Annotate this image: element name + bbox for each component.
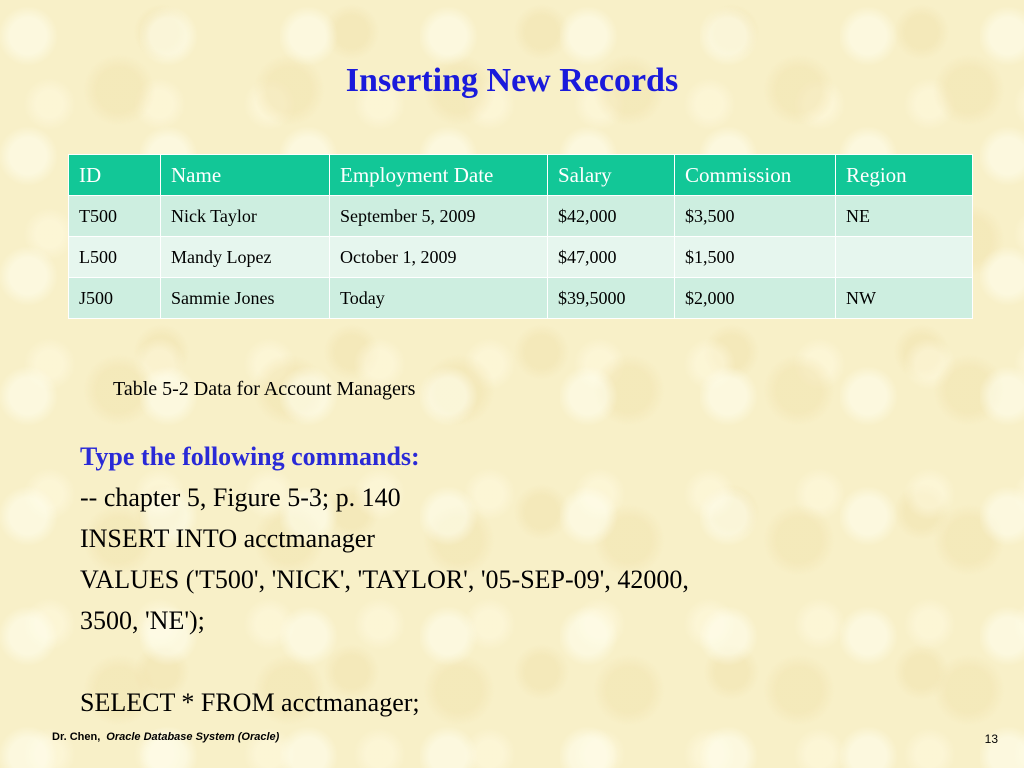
table-cell: October 1, 2009 xyxy=(330,237,548,278)
table-cell: L500 xyxy=(69,237,161,278)
column-header-region: Region xyxy=(836,155,973,196)
table-row xyxy=(69,278,973,319)
table-header-row xyxy=(69,155,973,196)
column-header-employment-date: Employment Date xyxy=(330,155,548,196)
sql-values-continuation-line: 3500, 'NE'); xyxy=(80,606,205,635)
column-header-id: ID xyxy=(69,155,161,196)
column-header-name: Name xyxy=(161,155,330,196)
table-cell: Nick Taylor xyxy=(161,196,330,237)
blank-line xyxy=(80,641,960,682)
sql-values-line: VALUES ('T500', 'NICK', 'TAYLOR', '05-SEP-09', 42000, xyxy=(80,565,689,594)
page-number: 13 xyxy=(984,732,998,746)
instructions-heading: Type the following commands: xyxy=(80,442,420,471)
table-cell: $39,5000 xyxy=(548,278,675,319)
table-row xyxy=(69,237,973,278)
table-cell: September 5, 2009 xyxy=(330,196,548,237)
table-cell: Today xyxy=(330,278,548,319)
table-cell: Mandy Lopez xyxy=(161,237,330,278)
column-header-salary: Salary xyxy=(548,155,675,196)
table-cell: $3,500 xyxy=(675,196,836,237)
table-cell: $42,000 xyxy=(548,196,675,237)
table-cell: NE xyxy=(836,196,973,237)
table-cell: $1,500 xyxy=(675,237,836,278)
table-cell: T500 xyxy=(69,196,161,237)
sql-comment-line: -- chapter 5, Figure 5-3; p. 140 xyxy=(80,483,401,512)
table-caption: Table 5-2 Data for Account Managers xyxy=(113,378,416,400)
table-cell: $47,000 xyxy=(548,237,675,278)
table-cell: NW xyxy=(836,278,973,319)
table-cell: $2,000 xyxy=(675,278,836,319)
table-cell: Sammie Jones xyxy=(161,278,330,319)
footer-credit xyxy=(52,731,279,743)
instructions-block xyxy=(80,436,960,723)
column-header-commission: Commission xyxy=(675,155,836,196)
sql-insert-line: INSERT INTO acctmanager xyxy=(80,524,375,553)
table-row xyxy=(69,196,973,237)
sql-select-line: SELECT * FROM acctmanager; xyxy=(80,688,420,717)
table-cell xyxy=(836,237,973,278)
table-cell: J500 xyxy=(69,278,161,319)
footer-author: Dr. Chen, xyxy=(52,731,101,743)
footer-course: Oracle Database System (Oracle) xyxy=(106,731,280,743)
account-managers-table xyxy=(68,154,973,319)
slide-title: Inserting New Records xyxy=(345,62,679,99)
